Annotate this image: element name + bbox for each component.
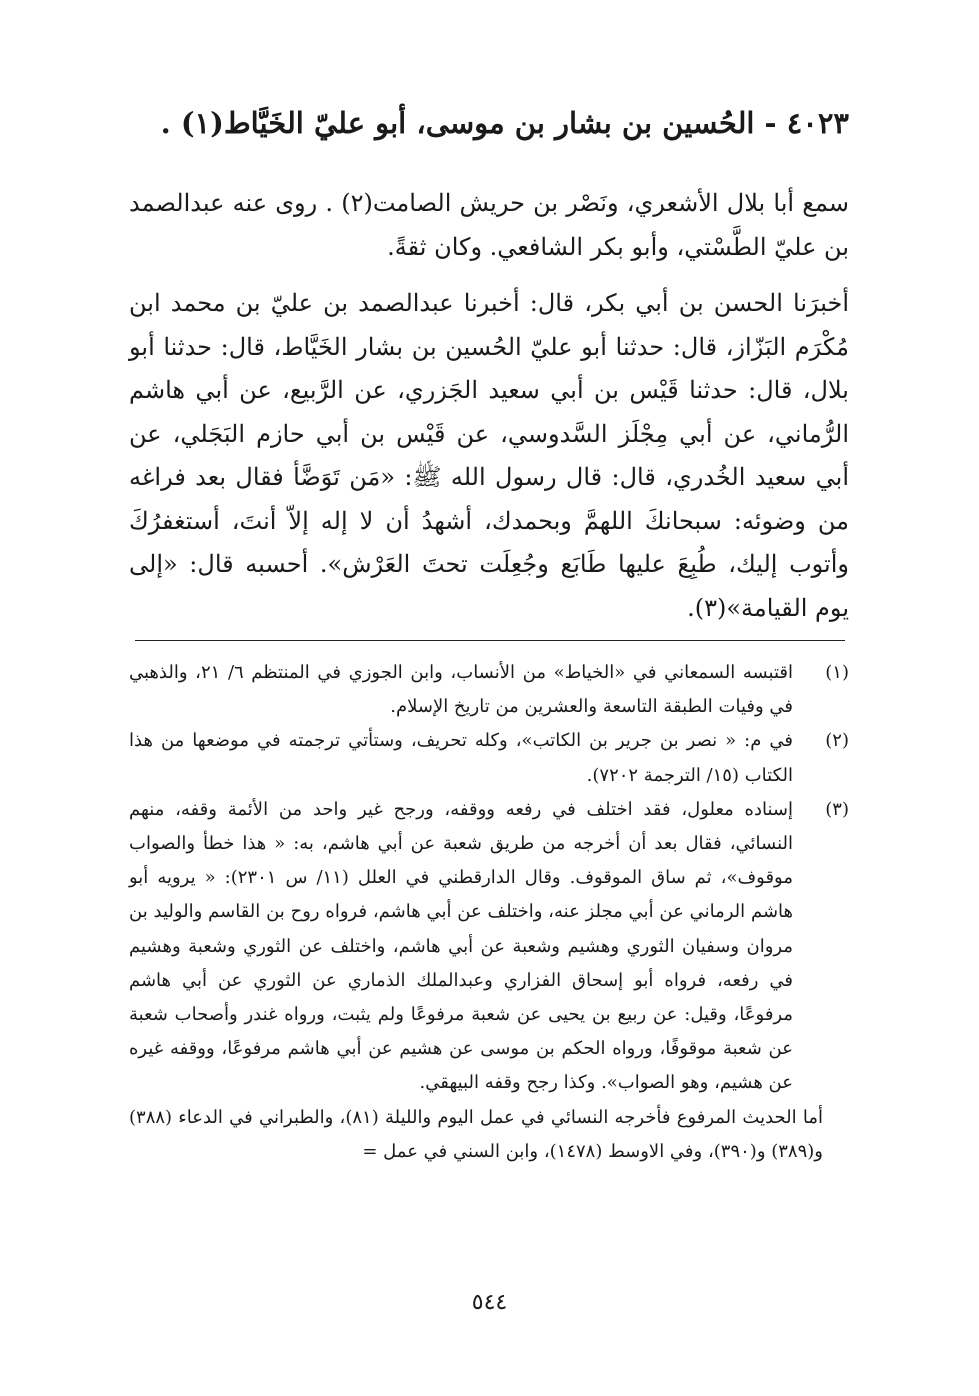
footnote-number: (٢) [825,730,849,752]
footnotes [129,656,849,1169]
footnote-separator [135,640,845,641]
footnote-number: (١) [825,662,849,683]
footnote-text: اقتبسه السمعاني في «الخياط» من الأنساب، وابن الجوزي في المنتظم ٦/ ٢١، والذهبي في وفيات الطبقة التاسعة والعشرين من تاريخ الإسلام. [129,662,794,718]
page-number: ٥٤٤ [471,1290,508,1315]
hadith-paragraph [129,282,849,630]
footnote-2 [129,724,849,792]
footnote-3 [129,793,849,1101]
biography-paragraph [129,182,849,269]
footnote-text: إسناده معلول، فقد اختلف في رفعه ووقفه، ورجح غير واحد من الأئمة وقفه، منهم النسائي، فقال بعد أن أخرجه من طريق شعبة عن أبي هاشم، به: « هذا خطأ والصواب موقوف»، ثم ساق الموقوف. وقال الدارقطني في العلل (١١/ س ٢٣٠١): « يرويه أبو هاشم الرماني عن أبي مجلز عنه، واختلف عن أبي هاشم، فرواه روح بن القاسم والوليد بن مروان وسفيان الثوري وهشيم وشعبة عن أبي هاشم، واختلف عن الثوري وشعبة وهشيم في رفعه، فرواه أبو إسحاق الفزاري وعبدالملك الذماري عن الثوري عن أبي هاشم مرفوعًا، وقيل: عن ربيع بن يحيى عن شعبة مرفوعًا ولم يثبت، ورواه غندر وأصحاب شعبة عن شعبة موقوفًا، ورواه الحكم بن موسى عن هشيم عن أبي هاشم مرفوعًا، ووقفه غيره عن هشيم، وهو الصواب». وكذا رجح وقفه البيهقي. [129,798,794,1094]
footnote-text: في م: « نصر بن جرير بن الكاتب»، وكله تحريف، وستأتي ترجمته في موضعها من هذا الكتاب (١٥/ الترجمة ٧٢٠٢). [129,730,793,786]
footnote-number: (٣) [825,798,849,820]
footnote-1 [129,656,849,724]
paragraph-text: أخبرَنا الحسن بن أبي بكر، قال: أخبرنا عبدالصمد بن عليّ بن محمد ابن مُكْرَم البَزّاز، قال: حدثنا أبو عليّ الحُسين بن بشار الخَيَّاط، قال: حدثنا أبو بلال، قال: حدثنا قَيْس بن أبي سعيد الجَزري، عن الرَّبيع، عن أبي هاشم الرُّماني، عن أبي مِجْلَز السَّدوسي، عن قَيْس بن أبي حازم البَجَلي، عن أبي سعيد الخُدري، قال: قال رسول الله ﷺ: «مَن تَوَضَّأ فقال بعد فراغه من وضوئه: سبحانكَ اللهمَّ وبحمدك، أشهدُ أن لا إله إلاّ أنتَ، أستغفرُكَ وأتوب إليك، طُبِعَ عليها طَابَع وجُعِلَت تحتَ العَرْش». أحسبه قال: «إلى يوم القيامة»(٣). [129,289,849,622]
footnote-continuation: أما الحديث المرفوع فأخرجه النسائي في عمل اليوم والليلة (٨١)، والطبراني في الدعاء (٣٨٨) و(٣٨٩) و(٣٩٠)، وفي الاوسط (١٤٧٨)، وابن السني في عمل = [129,1106,824,1162]
entry-title: ٤٠٢٣ - الحُسين بن بشار بن موسى، أبو عليّ الخَيَّاط(١) . [160,106,849,140]
paragraph-text: سمع أبا بلال الأشعري، ونَصْر بن حريش الصامت(٢) . روى عنه عبدالصمد بن عليّ الطَّسْتي، وأبو بكر الشافعي. وكان ثقةً. [129,189,849,261]
